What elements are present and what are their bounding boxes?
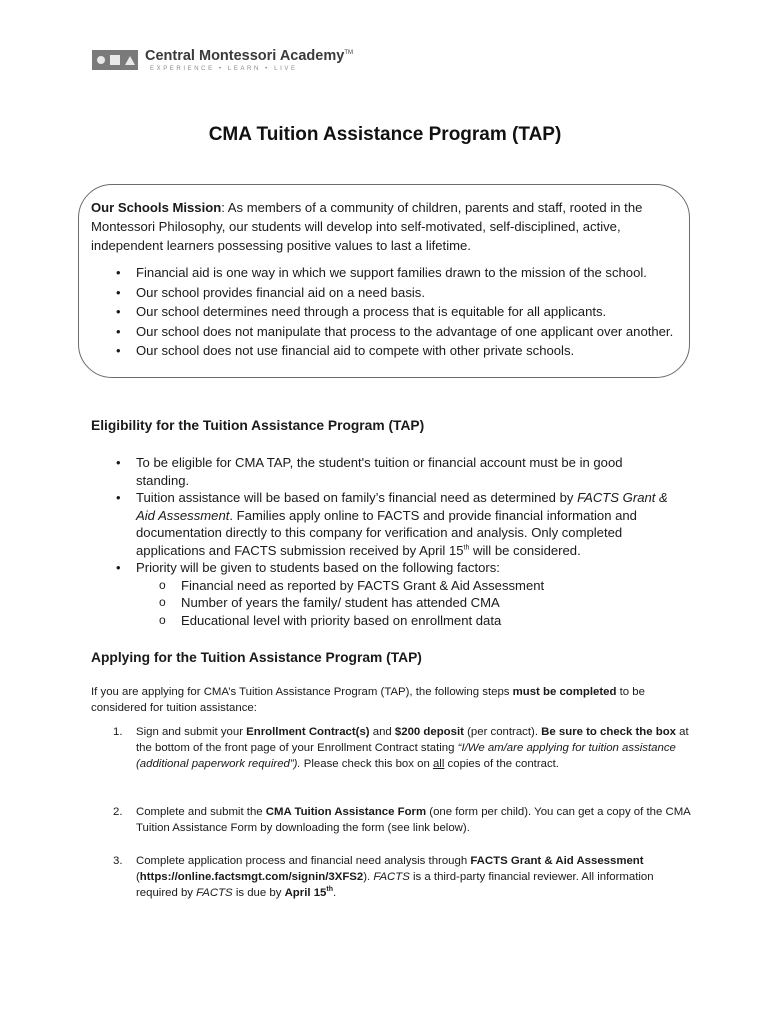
factor-item: o Financial need as reported by FACTS Grant & Aid Assessment bbox=[91, 577, 691, 595]
step-2 bbox=[91, 804, 691, 836]
mission-bullet-list bbox=[91, 263, 691, 361]
list-item: • Our school does not use financial aid to compete with other private schools. bbox=[91, 341, 691, 361]
factor-item: o Educational level with priority based on enrollment data bbox=[91, 612, 691, 630]
step-3 bbox=[91, 853, 691, 901]
logo-name: Central Montessori Academy™ bbox=[145, 48, 353, 64]
factor-item: o Number of years the family/ student has attended CMA bbox=[91, 594, 691, 612]
facts-link[interactable]: https://online.factsmgt.com/signin/3XFS2 bbox=[139, 871, 364, 883]
logo-mark-icon bbox=[92, 50, 138, 70]
logo-tagline: EXPERIENCE • LEARN • LIVE bbox=[150, 66, 298, 72]
list-item: • Our school does not manipulate that process to the advantage of one applicant over another. bbox=[91, 322, 691, 342]
eligibility-list bbox=[91, 454, 691, 629]
school-logo bbox=[92, 46, 353, 76]
list-item: • Tuition assistance will be based on family’s financial need as determined by FACTS Grant & Aid Assessment. Families apply online to FACTS and provide financial information and documentation directly to this company for verification and analysis. Only completed applications and FACTS submission received by April 15th will be considered. bbox=[91, 489, 691, 559]
step-number: 1. bbox=[113, 726, 123, 738]
mission-statement: Our Schools Mission: As members of a community of children, parents and staff, rooted in the Montessori Philosophy, our students will develop into self-motivated, self-disciplined, active, independent learners possessing positive values to last a lifetime. bbox=[91, 200, 643, 253]
applying-intro: If you are applying for CMA’s Tuition Assistance Program (TAP), the following steps must be completed to be considered for tuition assistance: bbox=[91, 686, 645, 714]
eligibility-heading: Eligibility for the Tuition Assistance Program (TAP) bbox=[91, 418, 425, 433]
step-text: Complete application process and financial need analysis through FACTS Grant & Aid Assessment (https://online.factsmgt.com/signin/3XFS2). FACTS is a third-party financial reviewer. All information required by FACTS is due by April 15th. bbox=[136, 855, 654, 899]
step-1 bbox=[91, 724, 691, 772]
step-number: 3. bbox=[113, 855, 123, 867]
step-text: Sign and submit your Enrollment Contract(s) and $200 deposit (per contract). Be sure to check the box at the bottom of the front page of your Enrollment Contract stating “I/We am/are applying for tuition assistance (additional paperwork required”). Please check this box on all copies of the contract. bbox=[136, 726, 689, 770]
step-text: Complete and submit the CMA Tuition Assistance Form (one form per child). You can get a copy of the CMA Tuition Assistance Form by downloading the form (see link below). bbox=[136, 806, 691, 834]
document-title: CMA Tuition Assistance Program (TAP) bbox=[208, 124, 562, 145]
list-item: • Our school determines need through a process that is equitable for all applicants. bbox=[91, 302, 691, 322]
list-item: • Priority will be given to students based on the following factors: bbox=[91, 559, 691, 577]
applying-heading: Applying for the Tuition Assistance Program (TAP) bbox=[91, 650, 422, 665]
list-item: • Financial aid is one way in which we support families drawn to the mission of the school. bbox=[91, 263, 691, 283]
list-item: • To be eligible for CMA TAP, the student's tuition or financial account must be in good standing. bbox=[91, 454, 691, 489]
list-item: • Our school provides financial aid on a need basis. bbox=[91, 283, 691, 303]
step-number: 2. bbox=[113, 806, 123, 818]
